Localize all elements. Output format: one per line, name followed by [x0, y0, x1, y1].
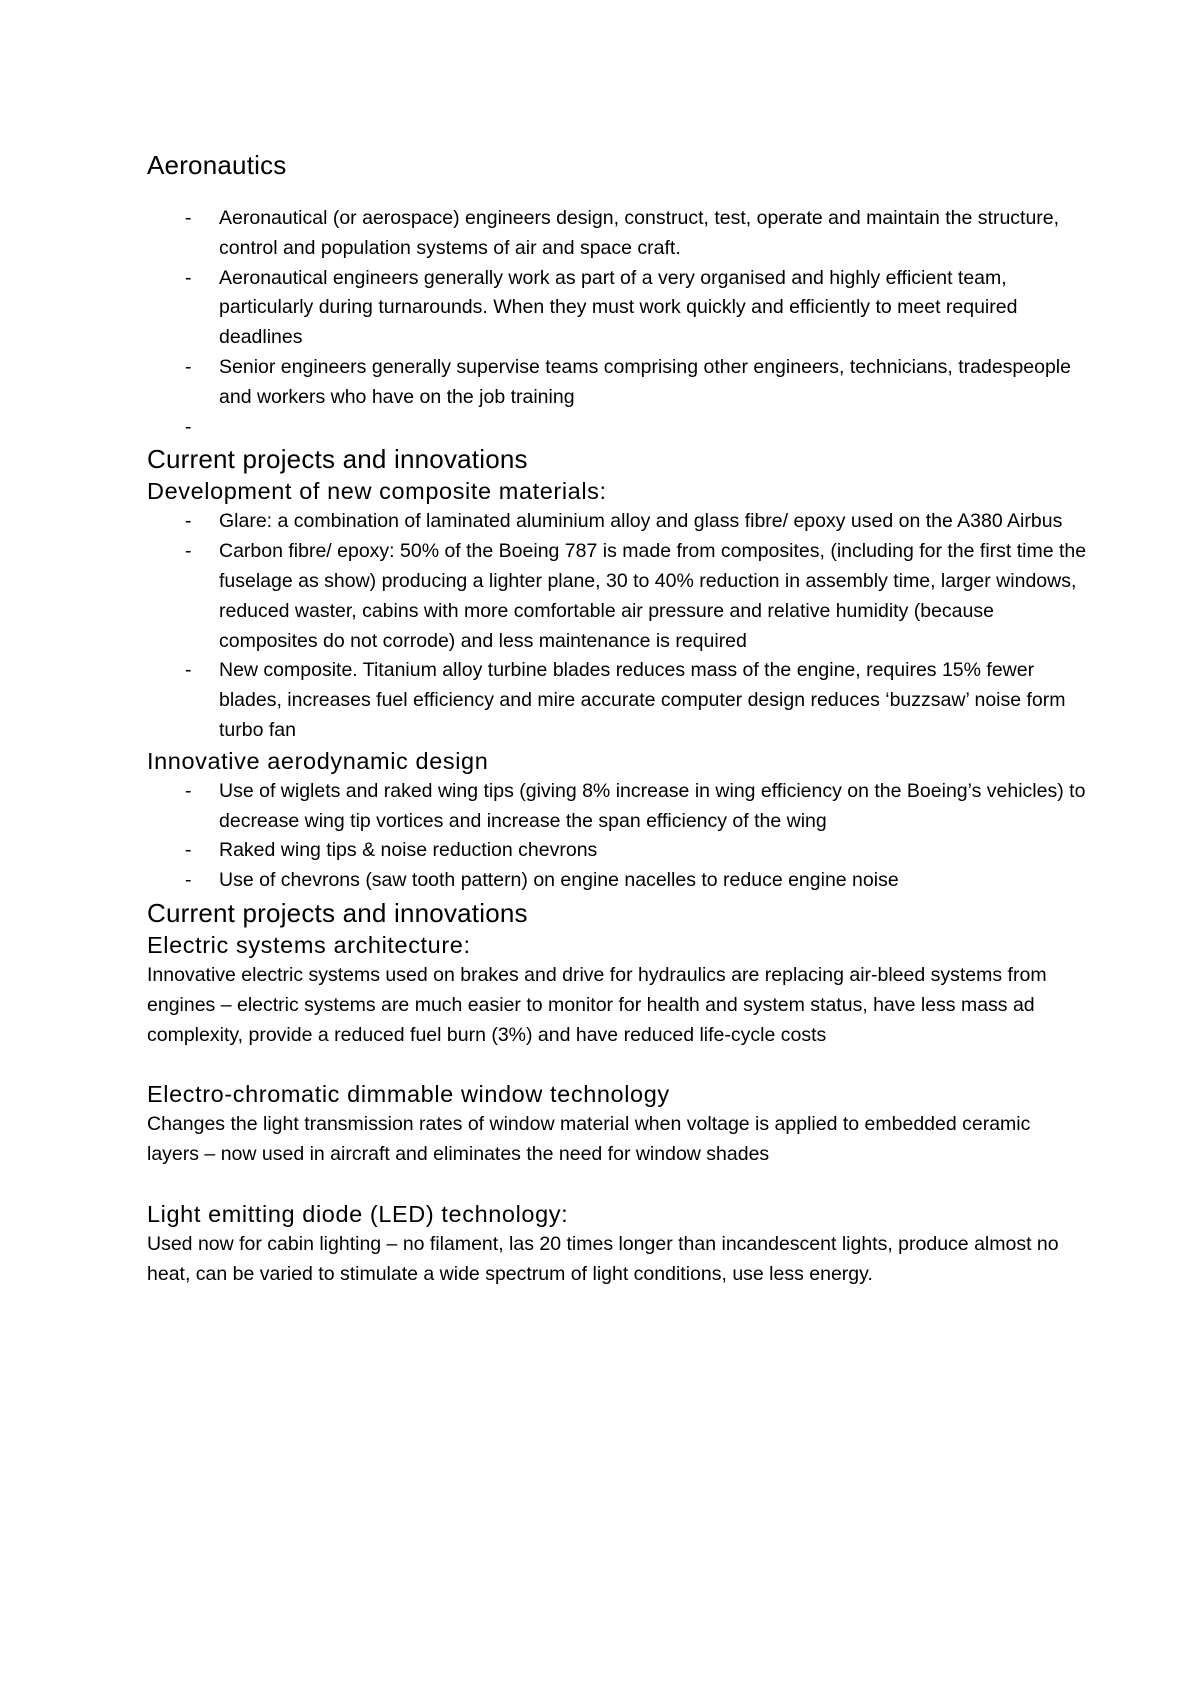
document-title: Aeronautics [147, 150, 287, 180]
bullet-marker: - [185, 779, 192, 802]
bullet-marker: - [185, 510, 192, 533]
paragraph: Changes the light transmission rates of window material when voltage is applied to embedded ceramic layers – now used in aircraft and eliminates the need for window shades [147, 1113, 1031, 1166]
composite-materials-list [147, 507, 1087, 745]
subsection-heading: Development of new composite materials: [147, 478, 607, 505]
section-heading: Current projects and innovations [147, 444, 528, 475]
list-item: - Use of chevrons (saw tooth pattern) on engine nacelles to reduce engine noise [147, 866, 1087, 896]
list-item: - Aeronautical (or aerospace) engineers design, construct, test, operate and maintain the structure, control and population systems of air and space craft. [147, 204, 1087, 264]
bullet-marker: - [185, 266, 192, 289]
bullet-marker: - [185, 207, 192, 229]
bullet-marker: - [185, 869, 192, 892]
bullet-marker: - [185, 415, 192, 438]
bullet-marker: - [185, 355, 192, 378]
aerodynamic-design-list [147, 777, 1087, 896]
list-item: - Glare: a combination of laminated aluminium alloy and glass fibre/ epoxy used on the A380 Airbus [147, 507, 1087, 537]
subsection-heading: Electro-chromatic dimmable window technology [147, 1081, 670, 1108]
list-item: - Senior engineers generally supervise teams comprising other engineers, technicians, tradespeople and workers who have on the job training [147, 353, 1087, 413]
list-item: - Carbon fibre/ epoxy: 50% of the Boeing 787 is made from composites, (including for the first time the fuselage as show) producing a lighter plane, 30 to 40% reduction in assembly time, larger windows, reduced waster, cabins with more comfortable air pressure and relative humidity (because composites do not corrode) and less maintenance is required [147, 537, 1087, 656]
paragraph: Innovative electric systems used on brakes and drive for hydraulics are replacing air-bleed systems from engines – electric systems are much easier to monitor for health and system status, have less mass ad complexity, provide a reduced fuel burn (3%) and have reduced life-cycle costs [147, 963, 1047, 1046]
subsection-heading: Light emitting diode (LED) technology: [147, 1200, 569, 1227]
section-heading: Current projects and innovations [147, 897, 528, 928]
list-item: - Aeronautical engineers generally work as part of a very organised and highly efficient team, particularly during turnarounds. When they must work quickly and efficiently to meet required deadlines [147, 264, 1087, 353]
bullet-marker: - [185, 659, 192, 682]
subsection-heading: Innovative aerodynamic design [147, 747, 489, 774]
paragraph: Used now for cabin lighting – no filament, las 20 times longer than incandescent lights, produce almost no heat, can be varied to stimulate a wide spectrum of light conditions, use less energy. [147, 1232, 1059, 1285]
intro-bullet-list [147, 204, 1087, 442]
bullet-marker: - [185, 839, 192, 862]
list-item: - Use of wiglets and raked wing tips (giving 8% increase in wing efficiency on the Boeing’s vehicles) to decrease wing tip vortices and increase the span efficiency of the wing [147, 777, 1087, 837]
document-page [147, 148, 1087, 1290]
subsection-heading: Electric systems architecture: [147, 931, 471, 958]
list-item [147, 413, 1087, 443]
bullet-marker: - [185, 540, 192, 563]
spacer [147, 1170, 1087, 1199]
list-item: - Raked wing tips & noise reduction chevrons [147, 836, 1087, 866]
spacer [147, 1050, 1087, 1079]
list-item: - New composite. Titanium alloy turbine blades reduces mass of the engine, requires 15% fewer blades, increases fuel efficiency and mire accurate computer design reduces ‘buzzsaw’ noise form turbo fan [147, 656, 1087, 745]
